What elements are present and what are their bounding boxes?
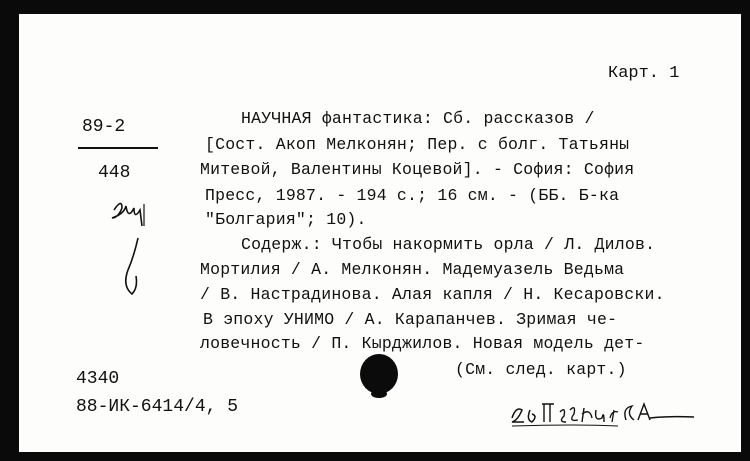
continuation-note: (См. след. карт.)	[455, 360, 627, 379]
description-line-2: [Сост. Акоп Мелконян; Пер. с болг. Татьяны	[205, 135, 630, 154]
description-line-3: Митевой, Валентины Коцевой]. - София: София	[200, 160, 635, 179]
scan-border-right	[741, 0, 750, 461]
classification-divider	[78, 147, 158, 149]
scan-border-top	[0, 0, 750, 14]
description-line-1: НАУЧНАЯ фантастика: Сб. рассказов /	[241, 109, 595, 128]
contents-line-5: ловечность / П. Кырджилов. Новая модель дет-	[200, 334, 645, 353]
handwritten-left-mark	[108, 196, 158, 306]
inventory-number: 4340	[76, 369, 120, 389]
classification-index: 89-2	[82, 117, 126, 137]
contents-line-4: В эпоху УНИМО / А. Карапанчев. Зримая че-	[203, 310, 618, 329]
description-line-5: "Болгария"; 10).	[205, 210, 367, 229]
contents-line-3: / В. Настрадинова. Алая капля / Н. Кесаровски.	[200, 285, 665, 304]
description-line-4: Пресс, 1987. - 194 с.; 16 см. - (ББ. Б-ка	[205, 186, 620, 205]
handwritten-date-mark	[508, 396, 698, 430]
contents-line-1: Содерж.: Чтобы накормить орла / Л. Дилов.	[241, 235, 656, 254]
author-mark: 448	[98, 163, 131, 183]
card-number: Карт. 1	[608, 64, 680, 83]
ink-blot	[355, 352, 403, 400]
registry-number: 88-ИК-6414/4, 5	[76, 397, 239, 417]
scan-border-left	[0, 0, 19, 461]
scan-border-bottom	[0, 452, 750, 461]
contents-line-2: Мортилия / А. Мелконян. Мадемуазель Ведьма	[200, 260, 625, 279]
